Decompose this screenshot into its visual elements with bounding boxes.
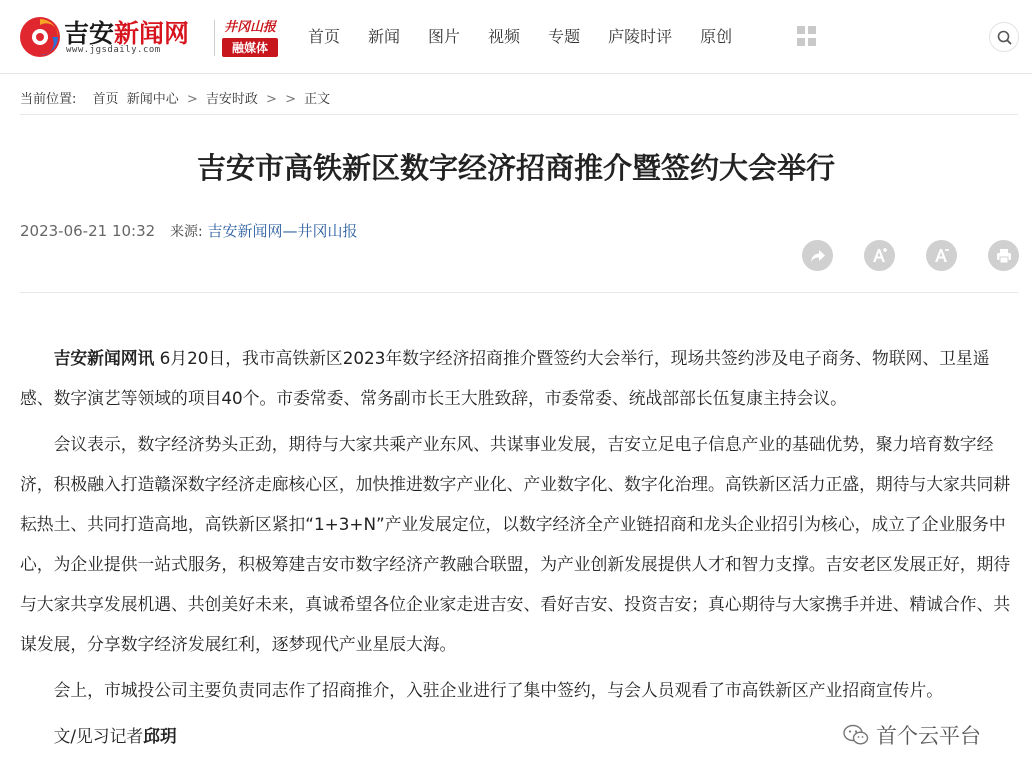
author-name: 邱玥 bbox=[143, 726, 177, 746]
breadcrumb-item-news-center[interactable]: 新闻中心 bbox=[126, 92, 179, 107]
share-button[interactable] bbox=[802, 240, 833, 271]
breadcrumb-label: 当前位置: bbox=[20, 92, 77, 107]
font-decrease-button[interactable] bbox=[926, 240, 957, 271]
logo-sub-badge: 融媒体 bbox=[222, 38, 278, 57]
breadcrumb-separator: > bbox=[266, 92, 277, 107]
main-nav bbox=[308, 24, 760, 47]
breadcrumb-current: 正文 bbox=[304, 92, 331, 107]
article-title: 吉安市高铁新区数字经济招商推介暨签约大会举行 bbox=[196, 151, 835, 185]
paragraph-2: 会议表示，数字经济势头正劲，期待与大家共乘产业东风、共谋事业发展，吉安立足电子信息产业的基础优势，聚力培育数字经济，积极融入打造赣深数字经济走廊核心区，加快推进数字产业化、产业数字化、数字化治理。高铁新区活力正盛，期待与大家共同耕耘热土、共同打造高地，高铁新区紧扣“1+3+N”产业发展定位，以数字经济全产业链招商和龙头企业招引为核心，成立了企业服务中心，为企业提供一站式服务，积极筹建吉安市数字经济产教融合联盟，为产业创新发展提供人才和智力支撑。吉安老区发展正好，期待与大家共享发展机遇、共创美好未来，真诚希望各位企业家走进吉安、看好吉安、投资吉安；真心期待与大家携手并进、精诚合作、共谋发展，分享数字经济发展红利，逐梦现代产业星辰大海。 bbox=[20, 434, 1011, 654]
grid-icon[interactable] bbox=[797, 26, 817, 46]
logo-sub bbox=[222, 16, 278, 57]
search-button[interactable] bbox=[989, 22, 1019, 52]
dateline-lead: 吉安新闻网讯 bbox=[53, 348, 155, 368]
article-body bbox=[20, 338, 1020, 756]
print-icon bbox=[995, 247, 1013, 265]
source-link[interactable]: 吉安新闻网—井冈山报 bbox=[207, 222, 358, 240]
nav-item-photos[interactable]: 图片 bbox=[428, 27, 461, 46]
logo-name: 吉安新闻网 bbox=[64, 19, 190, 48]
article-tools bbox=[802, 240, 1019, 271]
search-icon bbox=[990, 23, 1020, 53]
breadcrumb bbox=[20, 88, 334, 107]
nav-item-video[interactable]: 视频 bbox=[488, 27, 521, 46]
paragraph-1 bbox=[20, 338, 1020, 418]
paragraph-1-text: 6月20日，我市高铁新区2023年数字经济招商推介暨签约大会举行，现场共签约涉及电子商务、物联网、卫星遥感、数字演艺等领域的项目40个。市委常委、常务副市长王大胜致辞，市委常委、统战部部长伍复康主持会议。 bbox=[20, 348, 990, 408]
breadcrumb-separator: > bbox=[186, 92, 198, 107]
nav-item-original[interactable]: 原创 bbox=[700, 27, 733, 46]
author-prefix: 文/见习记者 bbox=[53, 726, 144, 746]
source-label: 来源: bbox=[169, 224, 203, 240]
watermark-text: 首个云平台 bbox=[876, 724, 981, 748]
font-increase-icon bbox=[870, 246, 890, 266]
breadcrumb-divider bbox=[20, 114, 1018, 115]
paragraph-3: 会上，市城投公司主要负责同志作了招商推介，入驻企业进行了集中签约，与会人员观看了市高铁新区产业招商宣传片。 bbox=[53, 680, 944, 700]
logo-url: www.jgsdaily.com bbox=[66, 45, 161, 55]
watermark bbox=[842, 720, 981, 750]
wechat-icon bbox=[842, 723, 870, 747]
site-header bbox=[0, 0, 1032, 74]
nav-item-home[interactable]: 首页 bbox=[308, 27, 341, 46]
font-increase-button[interactable] bbox=[864, 240, 895, 271]
print-button[interactable] bbox=[988, 240, 1019, 271]
meta-divider bbox=[20, 292, 1018, 293]
article-date: 2023-06-21 10:32 bbox=[20, 222, 156, 240]
breadcrumb-item-politics[interactable]: 吉安时政 bbox=[205, 92, 258, 107]
nav-item-commentary[interactable]: 庐陵时评 bbox=[608, 27, 673, 46]
share-icon bbox=[809, 247, 827, 265]
font-decrease-icon bbox=[932, 246, 952, 266]
breadcrumb-item-home[interactable]: 首页 bbox=[92, 92, 119, 107]
logo-swirl-icon bbox=[18, 15, 62, 59]
site-logo[interactable] bbox=[18, 12, 278, 60]
logo-sub-top: 井冈山报 bbox=[223, 20, 276, 35]
breadcrumb-separator: > bbox=[285, 92, 296, 107]
nav-item-news[interactable]: 新闻 bbox=[368, 27, 401, 46]
article-meta bbox=[20, 220, 357, 241]
nav-item-topics[interactable]: 专题 bbox=[548, 27, 581, 46]
logo-divider bbox=[214, 20, 215, 56]
